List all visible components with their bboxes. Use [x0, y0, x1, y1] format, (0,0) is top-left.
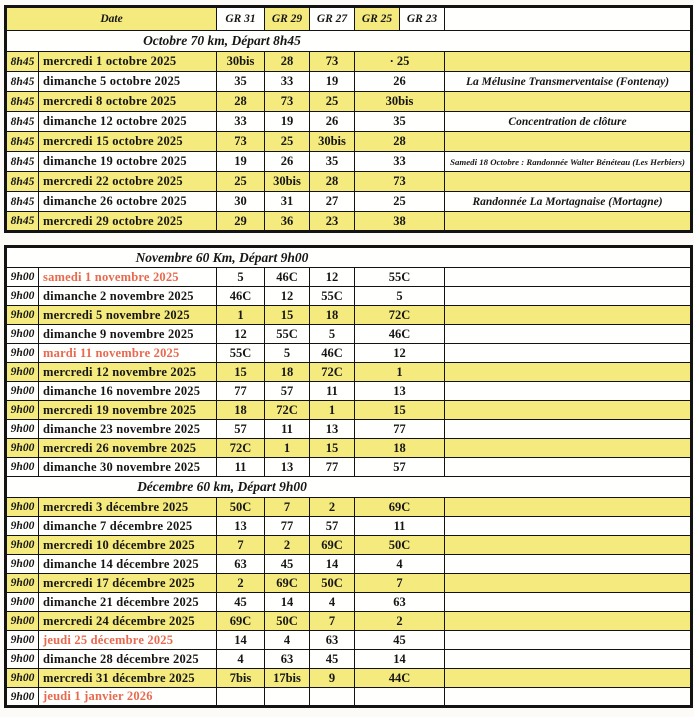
schedule-row — [6, 555, 692, 574]
gr-value-cell: 72C — [265, 401, 310, 420]
gr-value-cell — [217, 688, 265, 707]
gr-value-cell: 1 — [310, 401, 355, 420]
gr-value-cell: 4 — [355, 555, 445, 574]
note-cell — [445, 287, 692, 306]
gr-value-cell: 11 — [310, 382, 355, 401]
schedule-row — [6, 650, 692, 669]
section-title-row-december — [6, 477, 692, 498]
gr-value-cell: 57 — [217, 420, 265, 439]
gr-value-cell: 31 — [265, 192, 310, 212]
gr-value-cell: 55C — [355, 268, 445, 287]
gr-value-cell: 50C — [265, 612, 310, 631]
schedule-row — [6, 52, 692, 72]
time-cell: 9h00 — [6, 612, 39, 631]
note-cell — [445, 172, 692, 192]
gr-value-cell: 25 — [355, 192, 445, 212]
schedule-row — [6, 112, 692, 132]
note-cell — [445, 132, 692, 152]
time-cell: 9h00 — [6, 688, 39, 707]
note-cell — [445, 688, 692, 707]
gr-value-cell: 14 — [355, 650, 445, 669]
gr-value-cell: 30bis — [217, 52, 265, 72]
section-title-cell — [6, 247, 692, 268]
gr-value-cell: 15 — [355, 401, 445, 420]
gr-value-cell: 57 — [265, 382, 310, 401]
note-cell — [445, 498, 692, 517]
date-cell: dimanche 21 décembre 2025 — [39, 593, 217, 612]
date-cell: mercredi 24 décembre 2025 — [39, 612, 217, 631]
gr-value-cell: 1 — [355, 363, 445, 382]
gr-value-cell: 5 — [355, 287, 445, 306]
gr-value-cell: 11 — [355, 517, 445, 536]
time-cell: 9h00 — [6, 498, 39, 517]
note-cell: Randonnée La Mortagnaise (Mortagne) — [445, 192, 692, 212]
schedule-row — [6, 306, 692, 325]
gr-value-cell: 69C — [310, 536, 355, 555]
gr-value-cell: 19 — [310, 72, 355, 92]
date-cell: dimanche 30 novembre 2025 — [39, 458, 217, 477]
gr-value-cell: 29 — [217, 212, 265, 232]
gr-value-cell: 7bis — [217, 669, 265, 688]
gr-value-cell: 13 — [355, 382, 445, 401]
schedule-row — [6, 458, 692, 477]
gr-value-cell: 72C — [217, 439, 265, 458]
gr-value-cell: 25 — [310, 92, 355, 112]
gr-value-cell: 55C — [310, 287, 355, 306]
date-cell: mercredi 22 octobre 2025 — [39, 172, 217, 192]
schedule-row — [6, 420, 692, 439]
date-cell: mercredi 12 novembre 2025 — [39, 363, 217, 382]
date-cell: jeudi 25 décembre 2025 — [39, 631, 217, 650]
gr-value-cell: 77 — [265, 517, 310, 536]
gr-column-header: GR 27 — [310, 7, 355, 31]
date-column-header: Date — [6, 7, 217, 31]
gr-value-cell: 33 — [265, 72, 310, 92]
gr-value-cell: 69C — [217, 612, 265, 631]
gr-value-cell: 14 — [310, 555, 355, 574]
gr-value-cell: 4 — [310, 593, 355, 612]
date-cell: dimanche 14 décembre 2025 — [39, 555, 217, 574]
gr-value-cell: 77 — [217, 382, 265, 401]
gr-value-cell: 36 — [265, 212, 310, 232]
gr-column-header: GR 31 — [217, 7, 265, 31]
gr-value-cell: 73 — [265, 92, 310, 112]
gr-value-cell: 4 — [217, 650, 265, 669]
gr-value-cell: 57 — [310, 517, 355, 536]
gr-value-cell: 77 — [355, 420, 445, 439]
note-cell: La Mélusine Transmerventaise (Fontenay) — [445, 72, 692, 92]
schedule-row — [6, 363, 692, 382]
time-cell: 9h00 — [6, 439, 39, 458]
gr-value-cell: 63 — [217, 555, 265, 574]
note-cell — [445, 344, 692, 363]
time-cell: 8h45 — [6, 112, 39, 132]
column-header-row — [6, 7, 692, 31]
time-cell: 9h00 — [6, 458, 39, 477]
gr-value-cell: 2 — [217, 574, 265, 593]
gr-value-cell: 30 — [217, 192, 265, 212]
schedule-row — [6, 612, 692, 631]
note-cell — [445, 52, 692, 72]
note-cell — [445, 517, 692, 536]
gr-value-cell: 15 — [310, 439, 355, 458]
gr-value-cell: 73 — [217, 132, 265, 152]
october-schedule-table — [4, 5, 693, 233]
gr-value-cell: 26 — [265, 152, 310, 172]
gr-value-cell: 18 — [355, 439, 445, 458]
date-cell: mercredi 31 décembre 2025 — [39, 669, 217, 688]
gr-value-cell: 44C — [355, 669, 445, 688]
schedule-row — [6, 172, 692, 192]
gr-value-cell: 4 — [265, 631, 310, 650]
gr-value-cell: 45 — [310, 650, 355, 669]
time-cell: 8h45 — [6, 72, 39, 92]
gr-value-cell: 26 — [310, 112, 355, 132]
time-cell: 9h00 — [6, 631, 39, 650]
gr-value-cell: 63 — [265, 650, 310, 669]
date-cell: dimanche 16 novembre 2025 — [39, 382, 217, 401]
section-title-december: Décembre 60 km, Départ 9h00 — [137, 479, 307, 494]
note-cell: Concentration de clôture — [445, 112, 692, 132]
date-cell: mercredi 29 octobre 2025 — [39, 212, 217, 232]
notes-column-header — [445, 7, 692, 31]
gr-value-cell: 12 — [217, 325, 265, 344]
gr-value-cell: 19 — [265, 112, 310, 132]
gr-value-cell: 28 — [310, 172, 355, 192]
note-cell — [445, 382, 692, 401]
schedule-row — [6, 517, 692, 536]
note-cell — [445, 612, 692, 631]
gr-value-cell: 19 — [217, 152, 265, 172]
schedule-row — [6, 72, 692, 92]
gr-value-cell: 35 — [310, 152, 355, 172]
gr-value-cell: 73 — [310, 52, 355, 72]
gr-value-cell: 27 — [310, 192, 355, 212]
time-cell: 8h45 — [6, 152, 39, 172]
schedule-row — [6, 325, 692, 344]
time-cell: 9h00 — [6, 268, 39, 287]
date-cell: samedi 1 novembre 2025 — [39, 268, 217, 287]
gr-value-cell: 1 — [265, 439, 310, 458]
gr-value-cell: 30bis — [265, 172, 310, 192]
gr-value-cell: 7 — [265, 498, 310, 517]
note-cell — [445, 631, 692, 650]
time-cell: 9h00 — [6, 325, 39, 344]
gr-value-cell: 30bis — [310, 132, 355, 152]
gr-value-cell: 18 — [310, 306, 355, 325]
note-cell — [445, 268, 692, 287]
schedule-row — [6, 631, 692, 650]
schedule-row — [6, 152, 692, 172]
section-title-row-november — [6, 247, 692, 268]
time-cell: 9h00 — [6, 593, 39, 612]
schedule-row — [6, 287, 692, 306]
note-cell: Samedi 18 Octobre : Randonnée Walter Bénéteau (Les Herbiers) — [445, 152, 692, 172]
time-cell: 8h45 — [6, 132, 39, 152]
note-cell — [445, 669, 692, 688]
section-title-november: Novembre 60 Km, Départ 9h00 — [135, 249, 309, 265]
date-cell: mercredi 19 novembre 2025 — [39, 401, 217, 420]
gr-value-cell: 35 — [217, 72, 265, 92]
date-cell: mercredi 5 novembre 2025 — [39, 306, 217, 325]
gr-value-cell: 5 — [217, 268, 265, 287]
schedule-row — [6, 268, 692, 287]
gr-value-cell: 55C — [265, 325, 310, 344]
gr-value-cell: 26 — [355, 72, 445, 92]
date-cell: dimanche 26 octobre 2025 — [39, 192, 217, 212]
gr-value-cell: 33 — [355, 152, 445, 172]
gr-value-cell: 15 — [265, 306, 310, 325]
time-cell: 9h00 — [6, 555, 39, 574]
gr-value-cell: 18 — [265, 363, 310, 382]
gr-value-cell: 57 — [355, 458, 445, 477]
note-cell — [445, 439, 692, 458]
schedule-row — [6, 132, 692, 152]
gr-value-cell: 50C — [217, 498, 265, 517]
note-cell — [445, 212, 692, 232]
gr-value-cell: 2 — [310, 498, 355, 517]
time-cell: 9h00 — [6, 574, 39, 593]
gr-value-cell: 13 — [310, 420, 355, 439]
time-cell: 8h45 — [6, 192, 39, 212]
november-december-schedule-table — [4, 245, 693, 708]
date-cell: dimanche 2 novembre 2025 — [39, 287, 217, 306]
gr-value-cell: 25 — [217, 172, 265, 192]
gr-value-cell: 12 — [310, 268, 355, 287]
time-cell: 8h45 — [6, 92, 39, 112]
note-cell — [445, 363, 692, 382]
schedule-row — [6, 382, 692, 401]
gr-value-cell: 28 — [265, 52, 310, 72]
gr-value-cell: 30bis — [355, 92, 445, 112]
time-cell: 9h00 — [6, 669, 39, 688]
gr-value-cell: 9 — [310, 669, 355, 688]
gr-value-cell: 46C — [355, 325, 445, 344]
gr-value-cell: 46C — [265, 268, 310, 287]
note-cell — [445, 555, 692, 574]
gr-value-cell: · 25 — [355, 52, 445, 72]
gr-value-cell: 13 — [217, 517, 265, 536]
gr-column-header: GR 25 — [355, 7, 400, 31]
gr-value-cell: 50C — [310, 574, 355, 593]
note-cell — [445, 650, 692, 669]
schedule-row — [6, 401, 692, 420]
gr-value-cell: 46C — [310, 344, 355, 363]
gr-value-cell: 1 — [217, 306, 265, 325]
gr-value-cell: 28 — [217, 92, 265, 112]
gr-value-cell: 45 — [265, 555, 310, 574]
note-cell — [445, 536, 692, 555]
time-cell: 8h45 — [6, 52, 39, 72]
note-cell — [445, 92, 692, 112]
gr-value-cell — [265, 688, 310, 707]
date-cell: dimanche 23 novembre 2025 — [39, 420, 217, 439]
gr-value-cell: 46C — [217, 287, 265, 306]
gr-value-cell: 11 — [217, 458, 265, 477]
gr-value-cell — [310, 688, 355, 707]
note-cell — [445, 458, 692, 477]
date-cell: dimanche 28 décembre 2025 — [39, 650, 217, 669]
time-cell: 9h00 — [6, 306, 39, 325]
date-cell: dimanche 5 octobre 2025 — [39, 72, 217, 92]
gr-value-cell: 55C — [217, 344, 265, 363]
schedule-row — [6, 669, 692, 688]
gr-value-cell: 12 — [355, 344, 445, 363]
date-cell: mercredi 1 octobre 2025 — [39, 52, 217, 72]
gr-value-cell: 18 — [217, 401, 265, 420]
gr-value-cell: 15 — [217, 363, 265, 382]
date-cell: mercredi 15 octobre 2025 — [39, 132, 217, 152]
time-cell: 9h00 — [6, 517, 39, 536]
schedule-row — [6, 498, 692, 517]
section-title-row-october — [6, 31, 692, 52]
time-cell: 9h00 — [6, 420, 39, 439]
date-cell: mercredi 8 octobre 2025 — [39, 92, 217, 112]
time-cell: 9h00 — [6, 344, 39, 363]
date-cell: mardi 11 novembre 2025 — [39, 344, 217, 363]
schedule-row — [6, 92, 692, 112]
schedule-row — [6, 439, 692, 458]
schedule-row — [6, 344, 692, 363]
time-cell: 9h00 — [6, 363, 39, 382]
time-cell: 9h00 — [6, 382, 39, 401]
gr-value-cell: 28 — [355, 132, 445, 152]
gr-value-cell: 5 — [265, 344, 310, 363]
schedule-row — [6, 593, 692, 612]
date-cell: dimanche 12 octobre 2025 — [39, 112, 217, 132]
gr-value-cell: 72C — [310, 363, 355, 382]
gr-value-cell: 38 — [355, 212, 445, 232]
note-cell — [445, 420, 692, 439]
gr-value-cell: 14 — [217, 631, 265, 650]
gr-value-cell: 23 — [310, 212, 355, 232]
date-cell: jeudi 1 janvier 2026 — [39, 688, 217, 707]
gr-value-cell: 2 — [265, 536, 310, 555]
gr-value-cell: 50C — [355, 536, 445, 555]
gr-column-header: GR 29 — [265, 7, 310, 31]
time-cell: 9h00 — [6, 287, 39, 306]
note-cell — [445, 401, 692, 420]
gr-value-cell — [355, 688, 445, 707]
schedule-row — [6, 192, 692, 212]
note-cell — [445, 593, 692, 612]
gr-value-cell: 12 — [265, 287, 310, 306]
gr-value-cell: 63 — [355, 593, 445, 612]
time-cell: 9h00 — [6, 401, 39, 420]
gr-value-cell: 2 — [355, 612, 445, 631]
gr-value-cell: 7 — [217, 536, 265, 555]
date-cell: dimanche 19 octobre 2025 — [39, 152, 217, 172]
gr-value-cell: 63 — [310, 631, 355, 650]
gr-value-cell: 72C — [355, 306, 445, 325]
schedule-row — [6, 574, 692, 593]
gr-value-cell: 13 — [265, 458, 310, 477]
date-cell: mercredi 3 décembre 2025 — [39, 498, 217, 517]
gr-value-cell: 45 — [217, 593, 265, 612]
date-cell: mercredi 17 décembre 2025 — [39, 574, 217, 593]
schedule-row — [6, 536, 692, 555]
gr-value-cell: 25 — [265, 132, 310, 152]
table-gap — [4, 233, 690, 245]
gr-value-cell: 33 — [217, 112, 265, 132]
schedule-row — [6, 688, 692, 707]
gr-value-cell: 69C — [355, 498, 445, 517]
date-cell: mercredi 26 novembre 2025 — [39, 439, 217, 458]
gr-value-cell: 7 — [310, 612, 355, 631]
gr-value-cell: 73 — [355, 172, 445, 192]
section-title-cell — [6, 477, 692, 498]
gr-value-cell: 45 — [355, 631, 445, 650]
note-cell — [445, 574, 692, 593]
section-title-cell — [6, 31, 692, 52]
note-cell — [445, 306, 692, 325]
gr-value-cell: 35 — [355, 112, 445, 132]
gr-value-cell: 17bis — [265, 669, 310, 688]
date-cell: dimanche 9 novembre 2025 — [39, 325, 217, 344]
note-cell — [445, 325, 692, 344]
schedule-row — [6, 212, 692, 232]
gr-column-header: GR 23 — [400, 7, 445, 31]
date-cell: mercredi 10 décembre 2025 — [39, 536, 217, 555]
time-cell: 8h45 — [6, 172, 39, 192]
section-title-october: Octobre 70 km, Départ 8h45 — [143, 33, 301, 48]
gr-value-cell: 69C — [265, 574, 310, 593]
date-cell: dimanche 7 décembre 2025 — [39, 517, 217, 536]
gr-value-cell: 14 — [265, 593, 310, 612]
time-cell: 9h00 — [6, 650, 39, 669]
gr-value-cell: 77 — [310, 458, 355, 477]
gr-value-cell: 5 — [310, 325, 355, 344]
gr-value-cell: 7 — [355, 574, 445, 593]
time-cell: 8h45 — [6, 212, 39, 232]
gr-value-cell: 11 — [265, 420, 310, 439]
time-cell: 9h00 — [6, 536, 39, 555]
